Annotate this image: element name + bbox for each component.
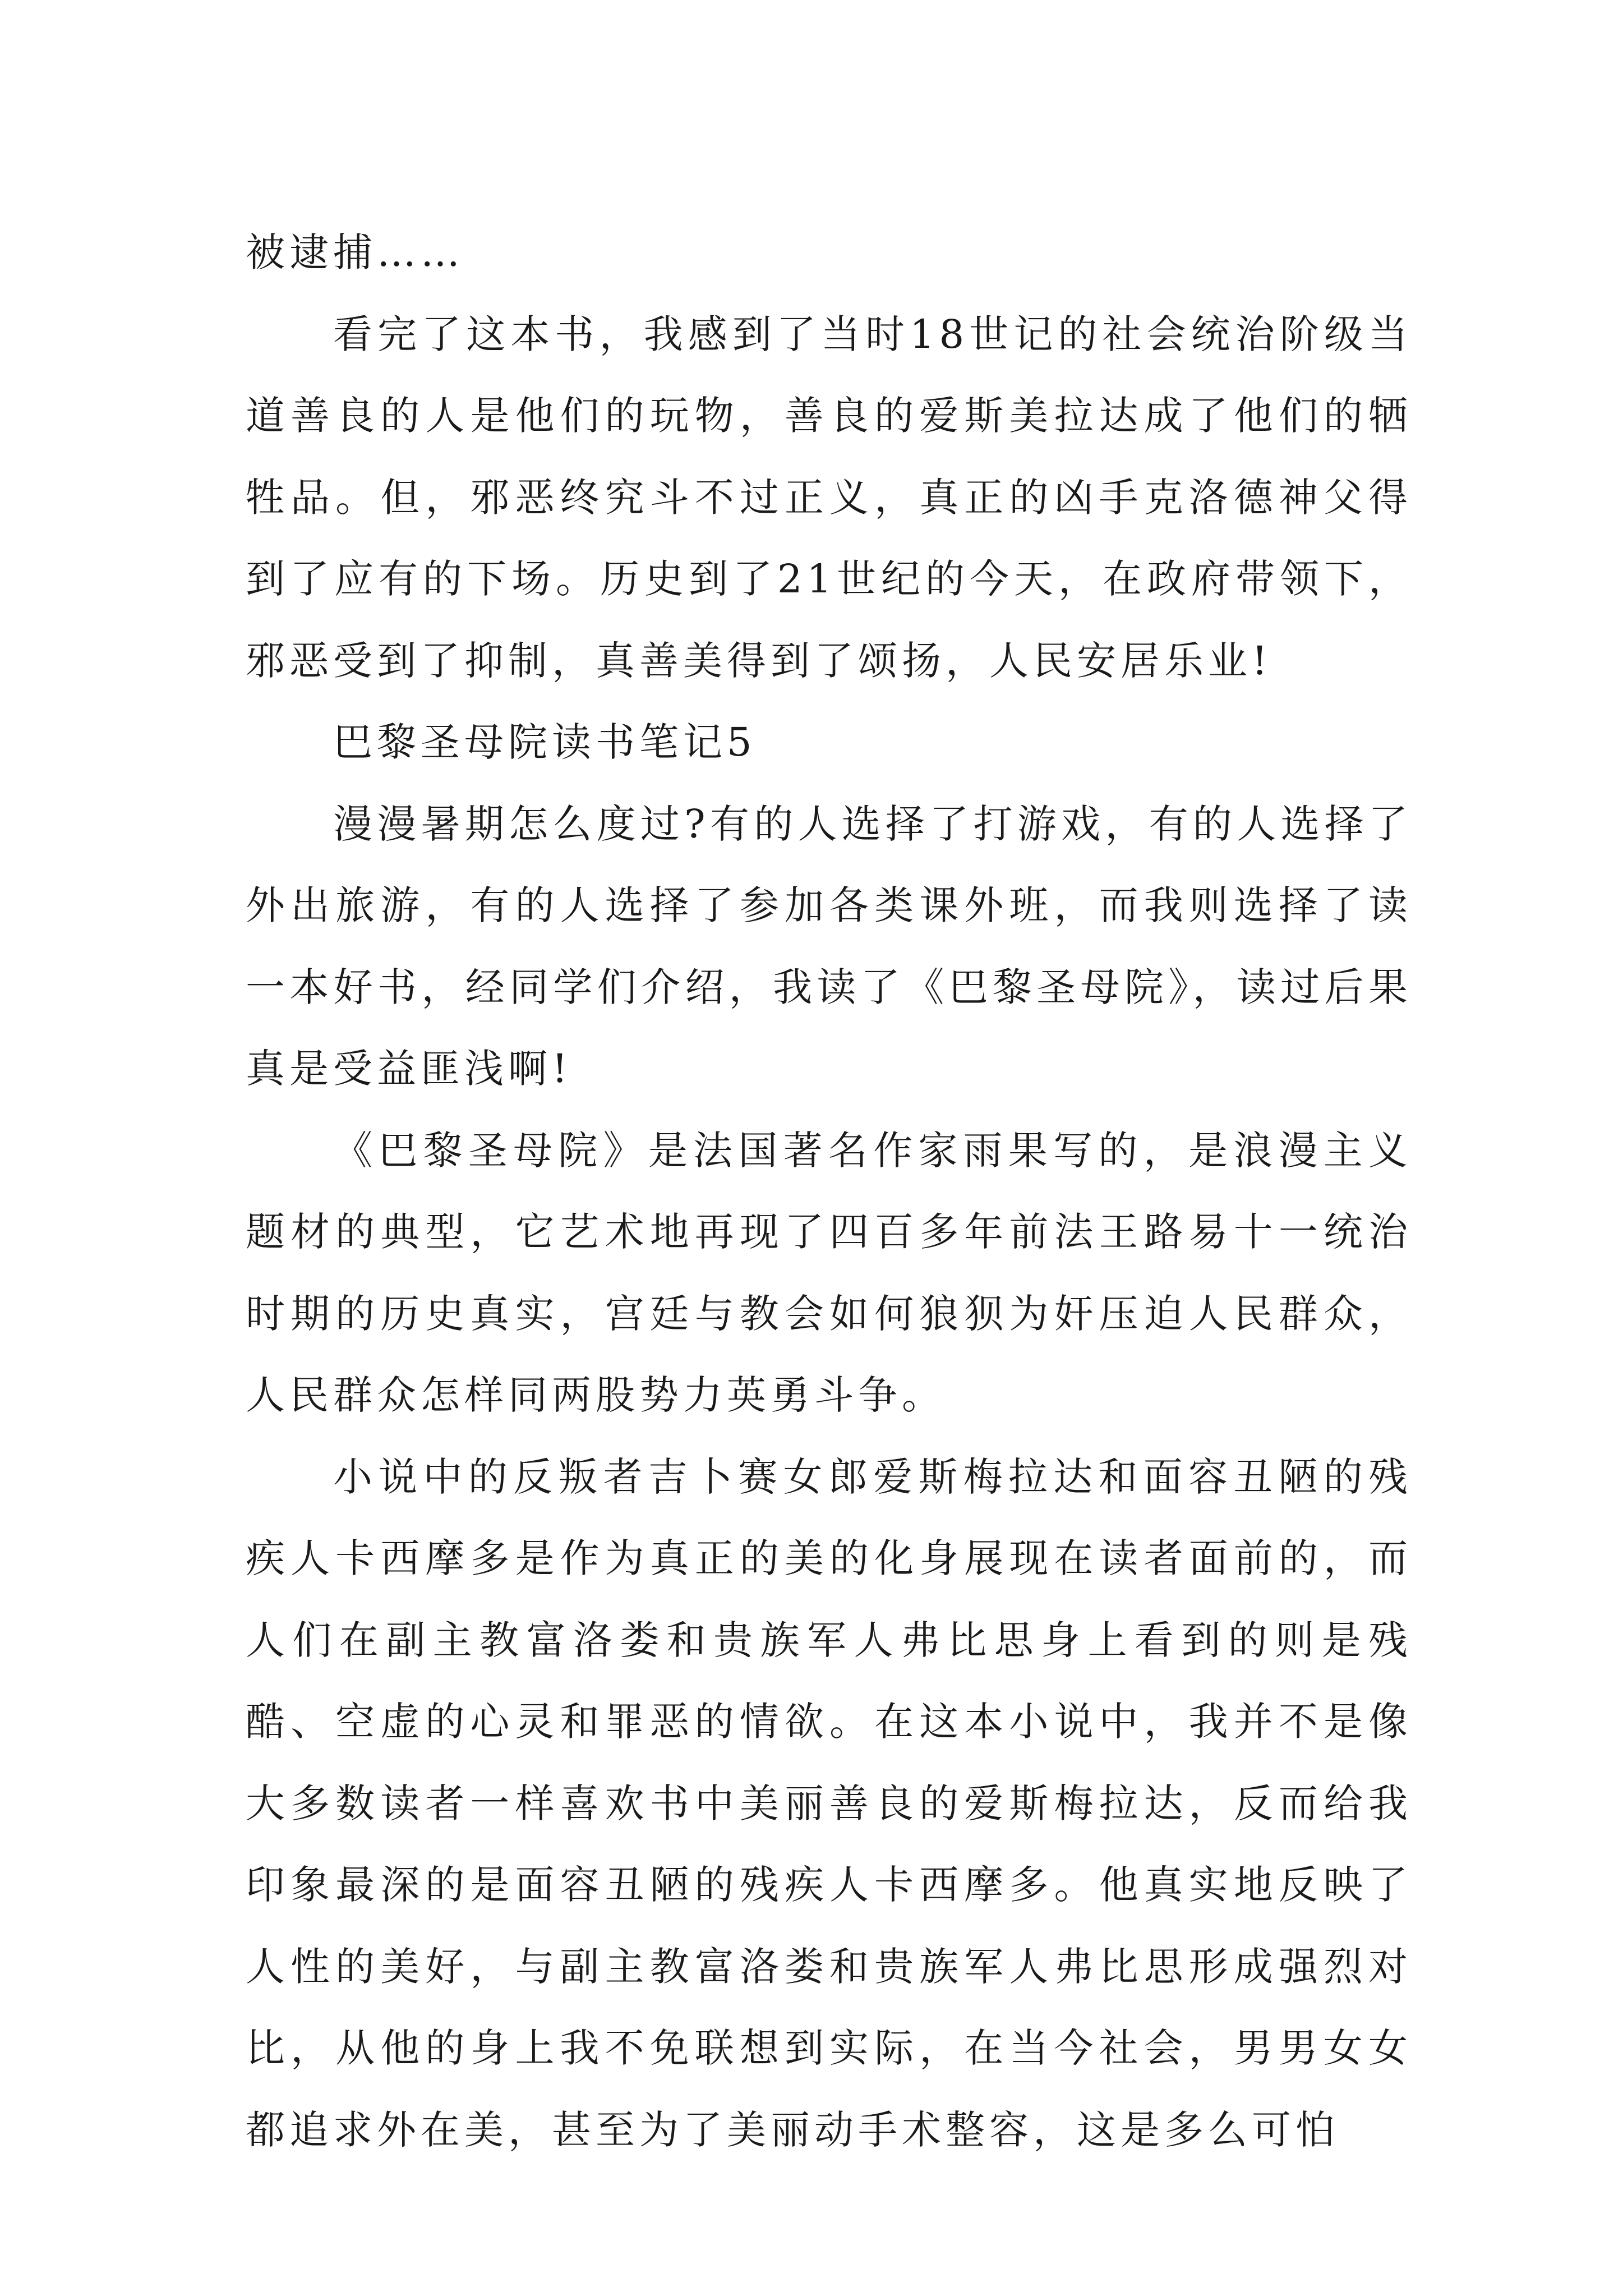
paragraph-reflection: 看完了这本书，我感到了当时18世记的社会统治阶级当道善良的人是他们的玩物，善良的爱斯美拉达成了他们的牺牲品。但，邪恶终究斗不过正义，真正的凶手克洛德神父得到了应有的下场。历史到了21世纪的今天，在政府带领下，邪恶受到了抑制，真善美得到了颂扬，人民安居乐业! <box>246 311 1412 684</box>
paragraph-continuation: 被逮捕…… <box>246 229 464 275</box>
paragraph-summer: 漫漫暑期怎么度过?有的人选择了打游戏，有的人选择了外出旅游，有的人选择了参加各类课外班，而我则选择了读一本好书，经同学们介绍，我读了《巴黎圣母院》，读过后果真是受益匪浅啊! <box>246 800 1412 1092</box>
document-body <box>246 212 1412 2171</box>
section-heading: 巴黎圣母院读书笔记5 <box>333 719 757 765</box>
paragraph-characters: 小说中的反叛者吉卜赛女郎爱斯梅拉达和面容丑陋的残疾人卡西摩多是作为真正的美的化身展现在读者面前的，而人们在副主教富洛娄和贵族军人弗比思身上看到的则是残酷、空虚的心灵和罪恶的情欲。在这本小说中，我并不是像大多数读者一样喜欢书中美丽善良的爱斯梅拉达，反而给我印象最深的是面容丑陋的残疾人卡西摩多。他真实地反映了人性的美好，与副主教富洛娄和贵族军人弗比思形成强烈对比，从他的身上我不免联想到实际，在当今社会，男男女女都追求外在美，甚至为了美丽动手术整容，这是多么可怕 <box>246 1453 1412 2153</box>
paragraph-book-intro: 《巴黎圣母院》是法国著名作家雨果写的，是浪漫主义题材的典型，它艺术地再现了四百多年前法王路易十一统治时期的历史真实，宫廷与教会如何狼狈为奸压迫人民群众，人民群众怎样同两股势力英勇斗争。 <box>246 1127 1412 1418</box>
